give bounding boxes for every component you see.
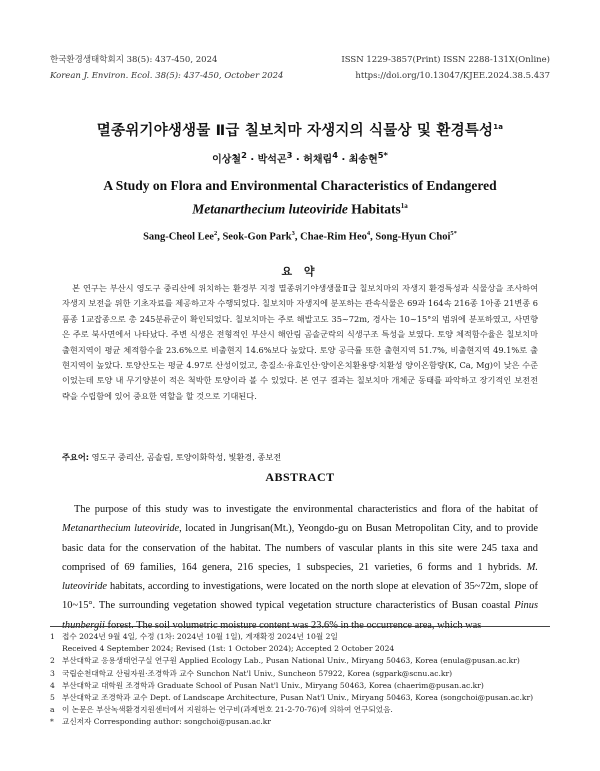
footnote-divider [50,626,550,627]
footnote-text: 부산대학교 응용생태연구실 연구원 Applied Ecology Lab., Pusan National Univ., Miryang 50463, Korea (enula@pusan.ac.kr) [62,656,520,666]
author-ko: 허채림 [303,154,333,166]
abstract-en-heading: ABSTRACT [265,470,335,484]
footnote-mark: 2 [50,656,55,666]
journal-citation-ko: 한국환경생태학회지 38(5): 437-450, 2024 [50,55,218,65]
footnote [50,631,550,643]
author-affil-mark: 4 [366,230,371,237]
footnote-mark: 4 [50,680,55,690]
author-affil-mark: 5* [450,230,457,237]
footnote-text: 부산대학교 대학원 조경학과 Graduate School of Pusan Nat'l Univ., Miryang 50463, Korea (chaerim@pusan.ac.kr) [62,680,484,690]
doi-link[interactable]: https://doi.org/10.13047/KJEE.2024.38.5.437 [355,71,550,81]
abstract-ko-text: 본 연구는 부산시 영도구 중리산에 위치하는 환경부 지정 멸종위기야생생물Ⅱ급 칠보치마의 자생지 환경특성과 식물상을 조사하여 자생지 보전을 위한 기초자료를 제공하고자 수행되었다. 칠보치마 자생지에 분포하는 관속식물은 69과 164속 216종 1아종 21변종 6품종 1교잡종으로 총 245분류군이 확인되었다. 칠보치마는 주로 해발고도 35~72m, 경사는 10~15°의 범위에 분포하였고, 사면향은 주로 북사면에서 나타났다. 주변 식생은 전형적인 부산시 해안림 곰솔군락의 식생구조 특성을 보였다. 토양 체적함수율은 칠보치마 출현지역이 평균 체적함수율 23.6%으로 비출현지 14.6%보다 높았다. 토양 공극률 또한 출현지역 51.7%, 비출현지역 49.1%로 출현지역이 높았다. 토양산도는 평균 4.97로 산성이었고, 총질소·유효인산·양이온치환용량·치환성 양이온함량(K, Ca, Mg)이 낮은 수준이었는데 토양 내 무기양분이 적은 척박한 토양이라 볼 수 있었다. 본 연구 결과는 칠보치마 개체군 동태를 파악하고 장기적인 보전전략을 수립함에 있어 중요한 역할을 할 것으로 기대된다. [62,283,538,401]
footnote-mark: 5 [50,693,55,703]
abstract-en-s3: habitats, according to investigations, were located on the north slope at elevation of 35~72m, slope of 10~15°. The surrounding vegetation showed typical vegetation structure characteristics of Busan coastal [62,581,538,612]
paper-title-ko-text: 멸종위기야생생물 Ⅱ급 칠보치마 자생지의 식물상 및 환경특성 [96,123,494,139]
issn-doi [341,52,550,84]
keywords-text: 영도구 중리산, 곰솔림, 토양이화학성, 빛환경, 종보전 [89,452,282,462]
author-affil-mark: 5* [377,150,388,160]
footnote [50,692,550,704]
author-separator: · [341,154,346,166]
species-name: Metanarthecium luteoviride [62,523,180,535]
author-ko: 이상철 [212,154,242,166]
abstract-en-text [62,500,538,635]
species-name: Metanarthecium luteoviride [192,201,348,217]
footnote [50,655,550,667]
abstract-en-s4: forest. The soil volumetric moisture content was 23.6% in the occurrence area, which was [104,619,482,631]
footnote [50,716,550,728]
footnote [50,680,550,692]
footnote-text: 부산대학교 조경학과 교수 Dept. of Landscape Architecture, Pusan Nat'l Univ., Miryang 50463, Korea (songchoi@pusan.ac.kr) [62,693,534,703]
abstract-ko-heading: 요 약 [281,265,319,278]
author-affil-mark: 3 [286,150,293,160]
footnote [50,643,550,655]
species-name: Pinus thunbergii [62,600,538,631]
author-list-en: Sang-Cheol Lee$^2$, Seok-Gon Park$^3$, Chae-Rim Heo$^4$, Song-Hyun Choi$^{5*}$ [143,230,457,243]
footnote-mark: a [50,705,55,715]
issn: ISSN 1229-3857(Print) ISSN 2288-131X(Online) [341,55,550,65]
paper-title-en-line2: Habitats [347,201,401,217]
keywords-ko [62,452,538,463]
journal-citation-en: Korean J. Environ. Ecol. 38(5): 437-450, October 2024 [50,71,284,81]
footnote-mark: 3 [50,668,55,678]
footnote-mark: 1 [50,632,55,641]
journal-citation [50,52,283,84]
author-affil-mark: 2 [213,230,218,237]
author-affil-mark: 3 [291,230,295,237]
author-en: Seok-Gon Park [222,231,292,243]
footnote [50,668,550,680]
author-list-ko [0,150,600,165]
footnote-text: 국립순천대학교 산림자원·조경학과 교수 Sunchon Nat'l Univ., Suncheon 57922, Korea (sgpark@scnu.ac.kr) [62,668,453,678]
paper-title-en-sup: 1a [400,202,408,210]
paper-title-en [0,176,600,220]
abstract-ko [62,281,538,404]
author-affil-mark: 2 [241,150,247,160]
paper-title-ko [0,119,600,140]
abstract-en [62,500,538,635]
author-en: Song-Hyun Choi [375,231,451,243]
author-separator: · [250,154,255,166]
author-separator: · [295,154,300,166]
paper-title-ko-sup: 1a [493,123,504,132]
keywords-label: 주요어: [62,452,90,462]
footnote-text: Received 4 September 2024; Revised (1st: 1 October 2024); Accepted 2 October 2024 [62,644,395,654]
footnotes [50,631,550,729]
author-ko: 최송현 [348,154,378,166]
footnote-mark: * [50,717,54,727]
abstract-en-s1: The purpose of this study was to investigate the environmental characteristics and flora of the habitat of [74,504,538,515]
author-en: Sang-Cheol Lee [143,231,214,243]
author-en: Chae-Rim Heo [300,231,367,243]
author-affil-mark: 4 [332,150,338,160]
footnote-text: 접수 2024년 9월 4일, 수정 (1차: 2024년 10월 1일), 게재확정 2024년 10월 2일 [62,632,338,641]
paper-title-en-line1: A Study on Flora and Environmental Characteristics of Endangered [103,178,497,193]
footnote [50,704,550,716]
footnote-text: 이 논문은 부산녹색환경지원센터에서 지원하는 연구비(과제번호 21-2-70-76)에 의하여 연구되었음. [62,705,393,715]
author-ko: 박석곤 [257,154,287,166]
footnote-text: 교신저자 Corresponding author: songchoi@pusan.ac.kr [62,717,271,727]
species-name: M. luteoviride [62,561,538,593]
abstract-en-s2: , located in Jungrisan(Mt.), Yeongdo-gu on Busan Metropolitan City, and to provide basic data for the conservation of the habitat. The numbers of vascular plants in this site were 245 taxa and comprised of 69 families, 164 genera, 216 species, 1 subspecies, 21 varieties, 6 forms and 1 hybrids. [62,523,538,573]
